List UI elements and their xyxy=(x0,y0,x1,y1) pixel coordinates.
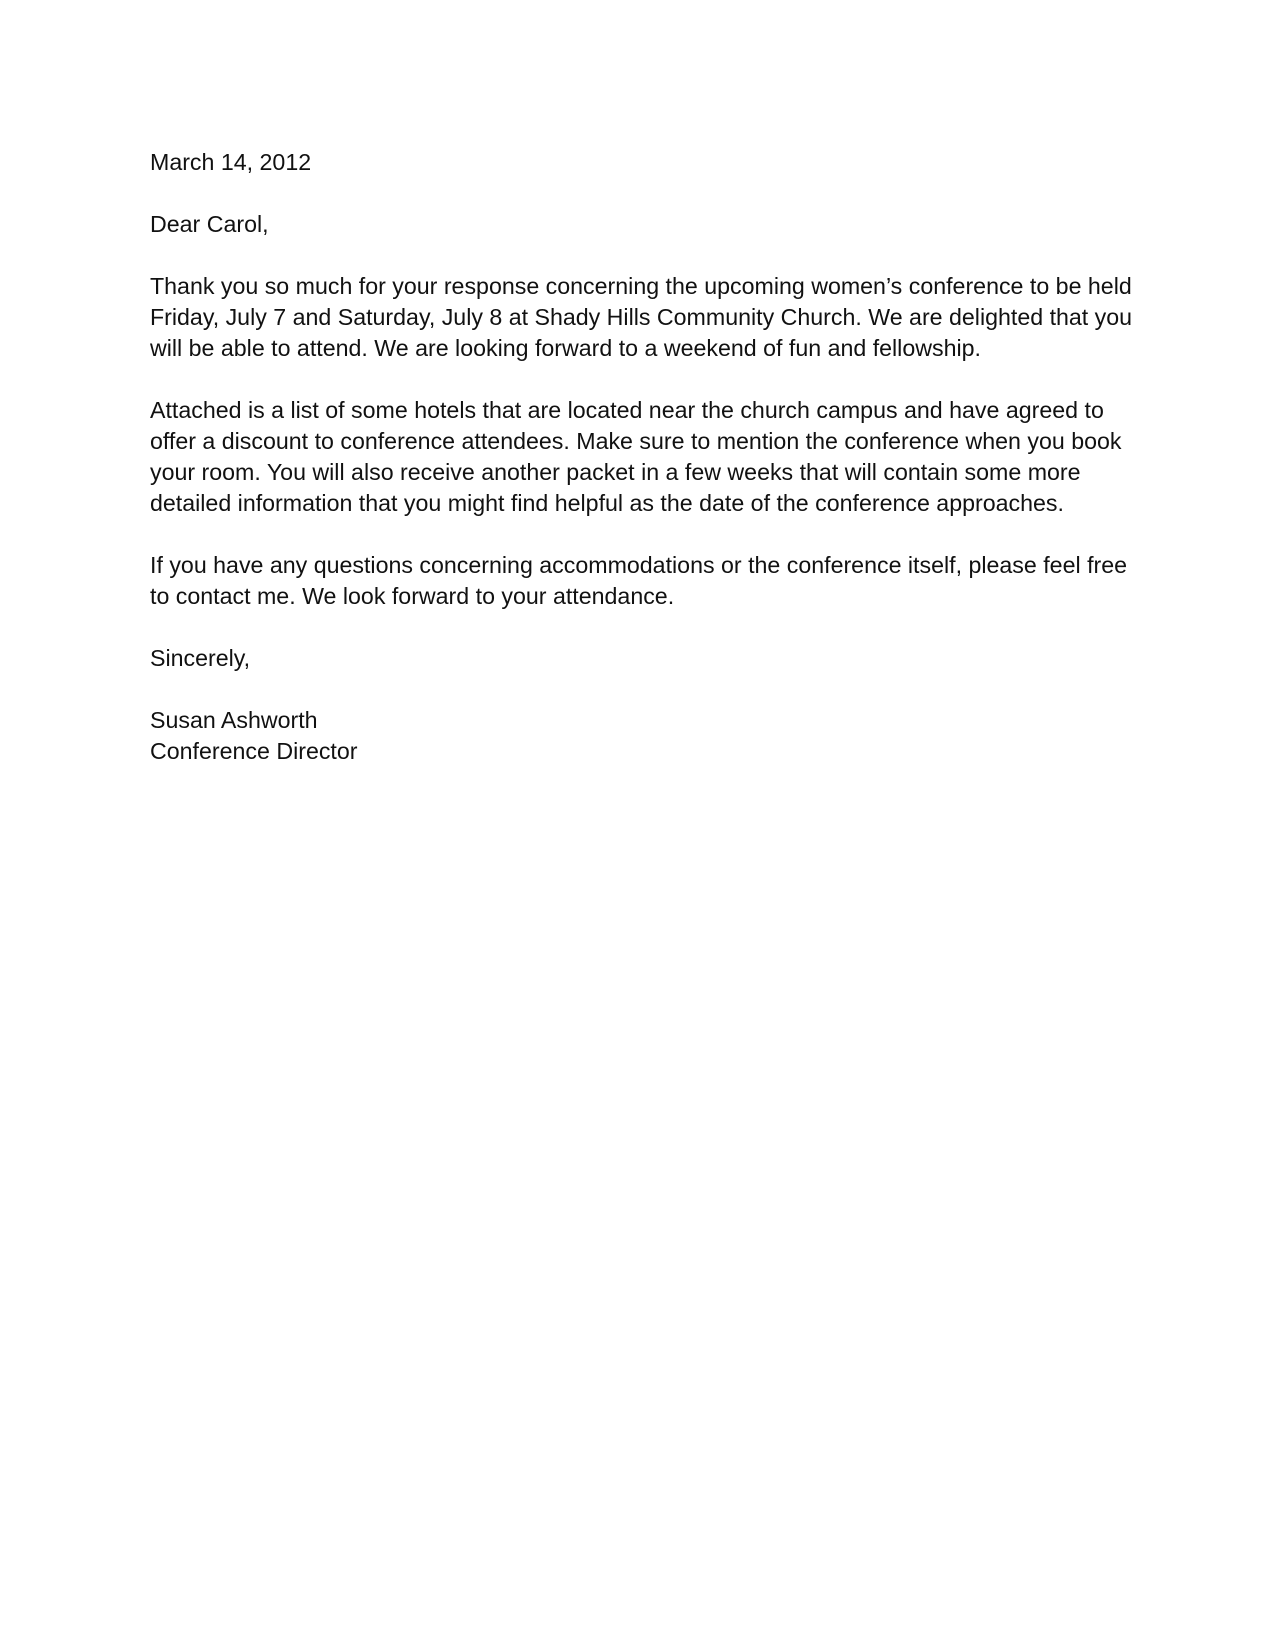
paragraph-1: Thank you so much for your response concerning the upcoming women’s conference to be held Friday, July 7 and Saturday, July 8 at Shady Hills Community Church. We are delighted that you will be able to attend. We are looking forward to a weekend of fun and fellowship. xyxy=(150,273,1133,361)
signer-name: Susan Ashworth xyxy=(150,707,318,733)
letter-body xyxy=(150,147,1140,767)
paragraph-2: Attached is a list of some hotels that are located near the church campus and have agreed to offer a discount to conference attendees. Make sure to mention the conference when you book your room. You will also receive another packet in a few weeks that will contain some more detailed information that you might find helpful as the date of the conference approaches. xyxy=(150,397,1122,516)
letter-date: March 14, 2012 xyxy=(150,149,312,175)
signer-title: Conference Director xyxy=(150,738,358,764)
paragraph-3: If you have any questions concerning accommodations or the conference itself, please feel free to contact me. We look forward to your attendance. xyxy=(150,552,1128,609)
letter-salutation: Dear Carol, xyxy=(150,211,269,237)
letter-closing: Sincerely, xyxy=(150,645,251,671)
